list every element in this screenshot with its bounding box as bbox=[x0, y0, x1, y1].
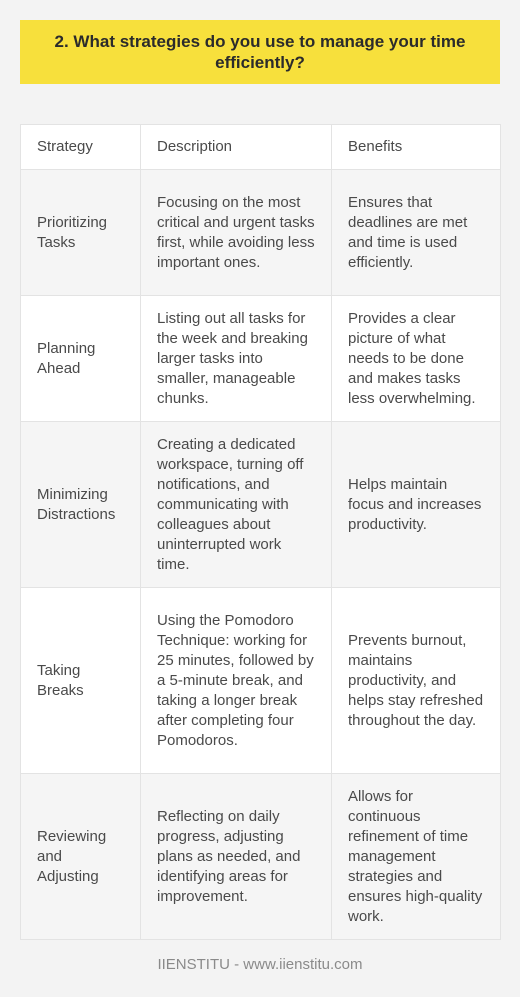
table-row bbox=[21, 296, 501, 422]
description-cell: Listing out all tasks for the week and breaking larger tasks into smaller, manageable chunks. bbox=[141, 296, 332, 422]
column-header-description: Description bbox=[141, 125, 332, 170]
footer-credit: IIENSTITU - www.iienstitu.com bbox=[157, 956, 363, 973]
question-title: 2. What strategies do you use to manage your time efficiently? bbox=[54, 32, 466, 72]
benefits-cell: Helps maintain focus and increases productivity. bbox=[332, 422, 501, 588]
description-cell: Reflecting on daily progress, adjusting plans as needed, and identifying areas for improvement. bbox=[141, 774, 332, 940]
benefits-cell: Prevents burnout, maintains productivity, and helps stay refreshed throughout the day. bbox=[332, 588, 501, 774]
table-row bbox=[21, 422, 501, 588]
benefits-cell: Allows for continuous refinement of time management strategies and ensures high-quality work. bbox=[332, 774, 501, 940]
question-banner bbox=[20, 20, 500, 84]
table-row bbox=[21, 170, 501, 296]
strategy-table bbox=[20, 124, 501, 940]
table-header-row bbox=[21, 125, 501, 170]
benefits-cell: Provides a clear picture of what needs to be done and makes tasks less overwhelming. bbox=[332, 296, 501, 422]
table-row bbox=[21, 588, 501, 774]
column-header-strategy: Strategy bbox=[21, 125, 141, 170]
description-cell: Creating a dedicated workspace, turning off notifications, and communicating with colleagues about uninterrupted work time. bbox=[141, 422, 332, 588]
strategy-cell: Prioritizing Tasks bbox=[21, 170, 141, 296]
strategy-cell: Planning Ahead bbox=[21, 296, 141, 422]
strategy-cell: Minimizing Distractions bbox=[21, 422, 141, 588]
description-cell: Focusing on the most critical and urgent tasks first, while avoiding less important ones. bbox=[141, 170, 332, 296]
column-header-benefits: Benefits bbox=[332, 125, 501, 170]
table-row bbox=[21, 774, 501, 940]
description-cell: Using the Pomodoro Technique: working for 25 minutes, followed by a 5-minute break, and taking a longer break after completing four Pomodoros. bbox=[141, 588, 332, 774]
strategy-cell: Taking Breaks bbox=[21, 588, 141, 774]
benefits-cell: Ensures that deadlines are met and time is used efficiently. bbox=[332, 170, 501, 296]
strategy-cell: Reviewing and Adjusting bbox=[21, 774, 141, 940]
